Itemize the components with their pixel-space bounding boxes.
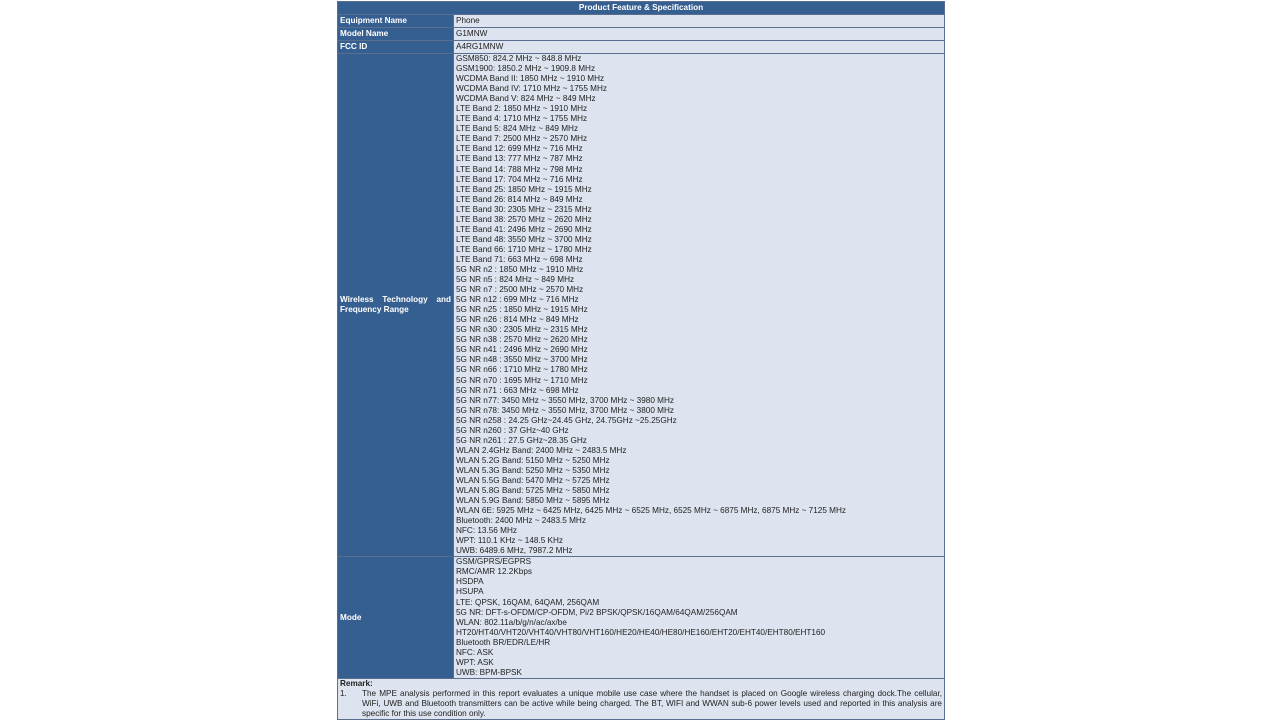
frequency-line: LTE Band 5: 824 MHz ~ 849 MHz bbox=[456, 124, 579, 134]
frequency-line: 5G NR n66 : 1710 MHz ~ 1780 MHz bbox=[456, 365, 588, 375]
frequency-line: NFC: 13.56 MHz bbox=[456, 526, 517, 536]
mode-line: HSDPA bbox=[456, 577, 484, 587]
row-wireless-technology bbox=[338, 54, 944, 557]
frequency-line: 5G NR n258 : 24.25 GHz~24.45 GHz, 24.75GHz ~25.25GHz bbox=[456, 415, 677, 425]
equipment-name-value: Phone bbox=[456, 16, 480, 25]
remark-section bbox=[338, 679, 944, 719]
frequency-line: LTE Band 41: 2496 MHz ~ 2690 MHz bbox=[456, 224, 592, 234]
frequency-line: 5G NR n25 : 1850 MHz ~ 1915 MHz bbox=[456, 305, 588, 315]
remark-text: The MPE analysis performed in this report evaluates a unique mobile use case where the handset is placed on Google wireless charging dock.The cellular, WiFi, UWB and Bluetooth transmitters can be active while being charged. The BT, WIFI and WWAN sub-6 power levels used and reported in this analysis are specific for this use condition only. bbox=[362, 688, 942, 718]
frequency-line: LTE Band 2: 1850 MHz ~ 1910 MHz bbox=[456, 104, 588, 114]
frequency-line: WCDMA Band II: 1850 MHz ~ 1910 MHz bbox=[456, 74, 605, 84]
frequency-line: 5G NR n30 : 2305 MHz ~ 2315 MHz bbox=[456, 325, 588, 335]
mode-line: LTE: QPSK, 16QAM, 64QAM, 256QAM bbox=[456, 597, 600, 607]
wireless-technology-label: Wireless Technology and Frequency Range bbox=[340, 295, 451, 315]
frequency-line: WLAN 5.5G Band: 5470 MHz ~ 5725 MHz bbox=[456, 475, 610, 485]
frequency-line: WLAN 5.3G Band: 5250 MHz ~ 5350 MHz bbox=[456, 465, 610, 475]
frequency-line: UWB: 6489.6 MHz, 7987.2 MHz bbox=[456, 546, 573, 556]
frequency-line: LTE Band 4: 1710 MHz ~ 1755 MHz bbox=[456, 114, 588, 124]
frequency-line: Bluetooth: 2400 MHz ~ 2483.5 MHz bbox=[456, 516, 586, 526]
mode-line: HSUPA bbox=[456, 587, 484, 597]
row-model-name bbox=[338, 28, 944, 41]
remark-item bbox=[340, 689, 942, 719]
table-title: Product Feature & Specification bbox=[338, 2, 944, 15]
frequency-line: WCDMA Band V: 824 MHz ~ 849 MHz bbox=[456, 94, 596, 104]
frequency-line: 5G NR n71 : 663 MHz ~ 698 MHz bbox=[456, 385, 579, 395]
frequency-line: 5G NR n261 : 27.5 GHz~28.35 GHz bbox=[456, 435, 587, 445]
mode-line: UWB: BPM-BPSK bbox=[456, 667, 522, 677]
frequency-line: LTE Band 38: 2570 MHz ~ 2620 MHz bbox=[456, 214, 592, 224]
fcc-id-label: FCC ID bbox=[338, 41, 454, 53]
mode-line: RMC/AMR 12.2Kbps bbox=[456, 567, 532, 577]
mode-line: Bluetooth BR/EDR/LE/HR bbox=[456, 637, 551, 647]
frequency-line: 5G NR n70 : 1695 MHz ~ 1710 MHz bbox=[456, 375, 588, 385]
remark-number: 1. bbox=[340, 688, 347, 698]
frequency-line: 5G NR n5 : 824 MHz ~ 849 MHz bbox=[456, 275, 575, 285]
mode-line: NFC: ASK bbox=[456, 647, 494, 657]
remark-title: Remark: bbox=[340, 678, 373, 688]
model-name-value: G1MNW bbox=[456, 29, 488, 38]
frequency-line: LTE Band 13: 777 MHz ~ 787 MHz bbox=[456, 154, 583, 164]
frequency-line: 5G NR n260 : 37 GHz~40 GHz bbox=[456, 425, 569, 435]
frequency-line: 5G NR n7 : 2500 MHz ~ 2570 MHz bbox=[456, 285, 584, 295]
fcc-id-value: A4RG1MNW bbox=[456, 42, 504, 51]
mode-line: 5G NR: DFT-s-OFDM/CP-OFDM, Pi/2 BPSK/QPSK/16QAM/64QAM/256QAM bbox=[456, 607, 738, 617]
frequency-line: 5G NR n77: 3450 MHz ~ 3550 MHz, 3700 MHz ~ 3980 MHz bbox=[456, 395, 674, 405]
frequency-line: WCDMA Band IV: 1710 MHz ~ 1755 MHz bbox=[456, 84, 607, 94]
mode-line: HT20/HT40/VHT20/VHT40/VHT80/VHT160/HE20/HE40/HE80/HE160/EHT20/EHT40/EHT80/EHT160 bbox=[456, 627, 826, 637]
frequency-line: LTE Band 48: 3550 MHz ~ 3700 MHz bbox=[456, 234, 592, 244]
frequency-line: GSM850: 824.2 MHz ~ 848.8 MHz bbox=[456, 54, 582, 63]
mode-line: WPT: ASK bbox=[456, 657, 494, 667]
model-name-label: Model Name bbox=[338, 28, 454, 40]
mode-line: WLAN: 802.11a/b/g/n/ac/ax/be bbox=[456, 617, 567, 627]
frequency-list bbox=[454, 54, 944, 556]
frequency-line: WLAN 2.4GHz Band: 2400 MHz ~ 2483.5 MHz bbox=[456, 445, 627, 455]
frequency-line: 5G NR n78: 3450 MHz ~ 3550 MHz, 3700 MHz ~ 3800 MHz bbox=[456, 405, 674, 415]
frequency-line: LTE Band 7: 2500 MHz ~ 2570 MHz bbox=[456, 134, 588, 144]
frequency-line: 5G NR n2 : 1850 MHz ~ 1910 MHz bbox=[456, 264, 584, 274]
frequency-line: LTE Band 71: 663 MHz ~ 698 MHz bbox=[456, 254, 583, 264]
frequency-line: 5G NR n38 : 2570 MHz ~ 2620 MHz bbox=[456, 335, 588, 345]
frequency-line: LTE Band 12: 699 MHz ~ 716 MHz bbox=[456, 144, 583, 154]
row-mode bbox=[338, 557, 944, 679]
frequency-line: LTE Band 26: 814 MHz ~ 849 MHz bbox=[456, 194, 583, 204]
mode-line: GSM/GPRS/EGPRS bbox=[456, 557, 532, 567]
frequency-line: LTE Band 14: 788 MHz ~ 798 MHz bbox=[456, 164, 583, 174]
frequency-line: 5G NR n26 : 814 MHz ~ 849 MHz bbox=[456, 315, 579, 325]
frequency-line: LTE Band 30: 2305 MHz ~ 2315 MHz bbox=[456, 204, 592, 214]
mode-list bbox=[454, 557, 944, 678]
frequency-line: LTE Band 66: 1710 MHz ~ 1780 MHz bbox=[456, 244, 592, 254]
frequency-line: WLAN 5.9G Band: 5850 MHz ~ 5895 MHz bbox=[456, 496, 610, 506]
equipment-name-label: Equipment Name bbox=[338, 15, 454, 27]
frequency-line: WLAN 6E: 5925 MHz ~ 6425 MHz, 6425 MHz ~ 6525 MHz, 6525 MHz ~ 6875 MHz, 6875 MHz ~ 7125 MHz bbox=[456, 506, 846, 516]
frequency-line: WPT: 110.1 KHz ~ 148.5 KHz bbox=[456, 536, 564, 546]
frequency-line: 5G NR n12 : 699 MHz ~ 716 MHz bbox=[456, 295, 579, 305]
frequency-line: 5G NR n48 : 3550 MHz ~ 3700 MHz bbox=[456, 355, 588, 365]
row-equipment-name bbox=[338, 15, 944, 28]
mode-label: Mode bbox=[340, 612, 362, 622]
row-fcc-id bbox=[338, 41, 944, 54]
frequency-line: GSM1900: 1850.2 MHz ~ 1909.8 MHz bbox=[456, 64, 596, 74]
spec-table bbox=[337, 1, 945, 720]
frequency-line: LTE Band 25: 1850 MHz ~ 1915 MHz bbox=[456, 184, 592, 194]
frequency-line: 5G NR n41 : 2496 MHz ~ 2690 MHz bbox=[456, 345, 588, 355]
frequency-line: LTE Band 17: 704 MHz ~ 716 MHz bbox=[456, 174, 583, 184]
frequency-line: WLAN 5.8G Band: 5725 MHz ~ 5850 MHz bbox=[456, 486, 610, 496]
frequency-line: WLAN 5.2G Band: 5150 MHz ~ 5250 MHz bbox=[456, 455, 610, 465]
